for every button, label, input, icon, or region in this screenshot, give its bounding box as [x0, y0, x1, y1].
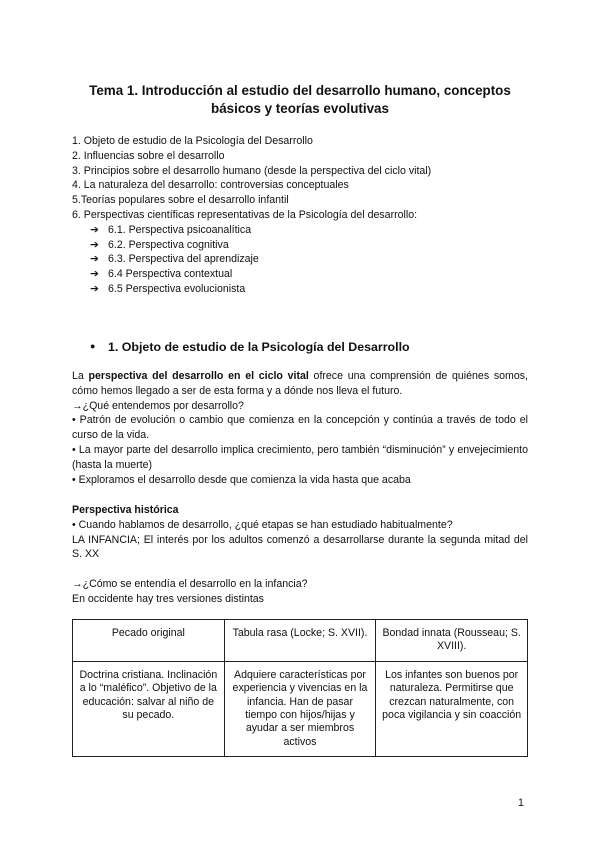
table-cell: Doctrina cristiana. Inclinación a lo “maléfico”. Objetivo de la educación: salvar al niño de su pecado. — [73, 661, 225, 756]
toc-subitem-label: 6.2. Perspectiva cognitiva — [108, 238, 229, 251]
page-title: Tema 1. Introducción al estudio del desarrollo humano, conceptos básicos y teorías evolutivas — [89, 83, 511, 116]
question-line: →¿Qué entendemos por desarrollo? — [72, 399, 244, 412]
intro-bold: perspectiva del desarrollo en el ciclo vital — [88, 370, 309, 382]
toc-subitem — [72, 223, 542, 238]
childhood-line: En occidente hay tres versiones distintas — [72, 592, 264, 605]
toc-subitem — [72, 252, 542, 267]
toc-subitem-label: 6.5 Perspectiva evolucionista — [108, 282, 246, 295]
toc-subitem-label: 6.1. Perspectiva psicoanalítica — [108, 223, 252, 236]
arrow-icon: ➔ — [90, 268, 99, 281]
arrow-icon: ➔ — [90, 282, 99, 295]
toc-item: 6. Perspectivas científicas representativas de la Psicología del desarrollo: — [72, 208, 418, 221]
arrow-icon: ➔ — [90, 238, 99, 251]
intro-paragraph — [72, 369, 528, 399]
bullet-point: • La mayor parte del desarrollo implica crecimiento, pero también “disminución” y envejecimiento (hasta la muerte) — [72, 443, 528, 471]
toc-item: 1. Objeto de estudio de la Psicología del Desarrollo — [72, 135, 313, 147]
section-heading-label: 1. Objeto de estudio de la Psicología del Desarrollo — [108, 340, 410, 354]
toc-item: 2. Influencias sobre el desarrollo — [72, 149, 225, 162]
toc-subitem-label: 6.4 Perspectiva contextual — [108, 268, 233, 281]
table-row — [73, 620, 528, 662]
historical-block — [72, 503, 528, 562]
toc-subitem — [72, 282, 542, 297]
historical-line: • Cuando hablamos de desarrollo, ¿qué etapas se han estudiado habitualmente? — [72, 518, 453, 531]
historical-line: LA INFANCIA; El interés por los adultos comenzó a desarrollarse durante la segunda mitad del S. XX — [72, 533, 528, 561]
table-cell: Adquiere características por experiencia y vivencias en la infancia. Han de pasar tiempo con hijos/hijas y ayudar a ser miembros activos — [224, 661, 376, 756]
bullet-point: • Patrón de evolución o cambio que comienza en la concepción y continúa a través de todo el curso de la vida. — [72, 414, 528, 442]
toc-item: 3. Principios sobre el desarrollo humano (desde la perspectiva del ciclo vital) — [72, 164, 432, 177]
page-number: 1 — [518, 797, 524, 809]
bullet-point: • Exploramos el desarrollo desde que comienza la vida hasta que acaba — [72, 473, 411, 486]
arrow-icon: ➔ — [90, 223, 99, 236]
childhood-question: →¿Cómo se entendía el desarrollo en la infancia? — [72, 578, 308, 590]
intro-rest: ofrece una comprensión de quiénes somos, cómo hemos llegado a ser de esta forma y a dónde nos lleva el futuro. — [72, 370, 528, 397]
table-header-cell: Bondad innata (Rousseau; S. XVIII). — [376, 620, 528, 662]
table-header-cell: Pecado original — [73, 620, 225, 662]
versions-table — [72, 619, 528, 757]
toc-subitem-label: 6.3. Perspectiva del aprendizaje — [108, 253, 259, 266]
childhood-block — [72, 577, 528, 607]
historical-heading: Perspectiva histórica — [72, 504, 179, 516]
table-header-cell: Tabula rasa (Locke; S. XVII). — [224, 620, 376, 662]
section-body — [72, 369, 528, 487]
intro-prefix: La — [72, 370, 89, 382]
table-cell: Los infantes son buenos por naturaleza. Permitirse que crezcan naturalmente, con poca vigilancia y sin coacción — [376, 661, 528, 756]
toc-item: 4. La naturaleza del desarrollo: controversias conceptuales — [72, 179, 349, 192]
toc-subitem — [72, 238, 542, 253]
bullet-icon: ● — [90, 341, 96, 351]
toc-item: 5.Teorías populares sobre el desarrollo infantil — [72, 194, 289, 207]
section-heading — [90, 340, 410, 354]
table-of-contents — [72, 134, 542, 297]
table-row — [73, 661, 528, 756]
toc-subitem — [72, 267, 542, 282]
arrow-icon: ➔ — [90, 253, 99, 266]
